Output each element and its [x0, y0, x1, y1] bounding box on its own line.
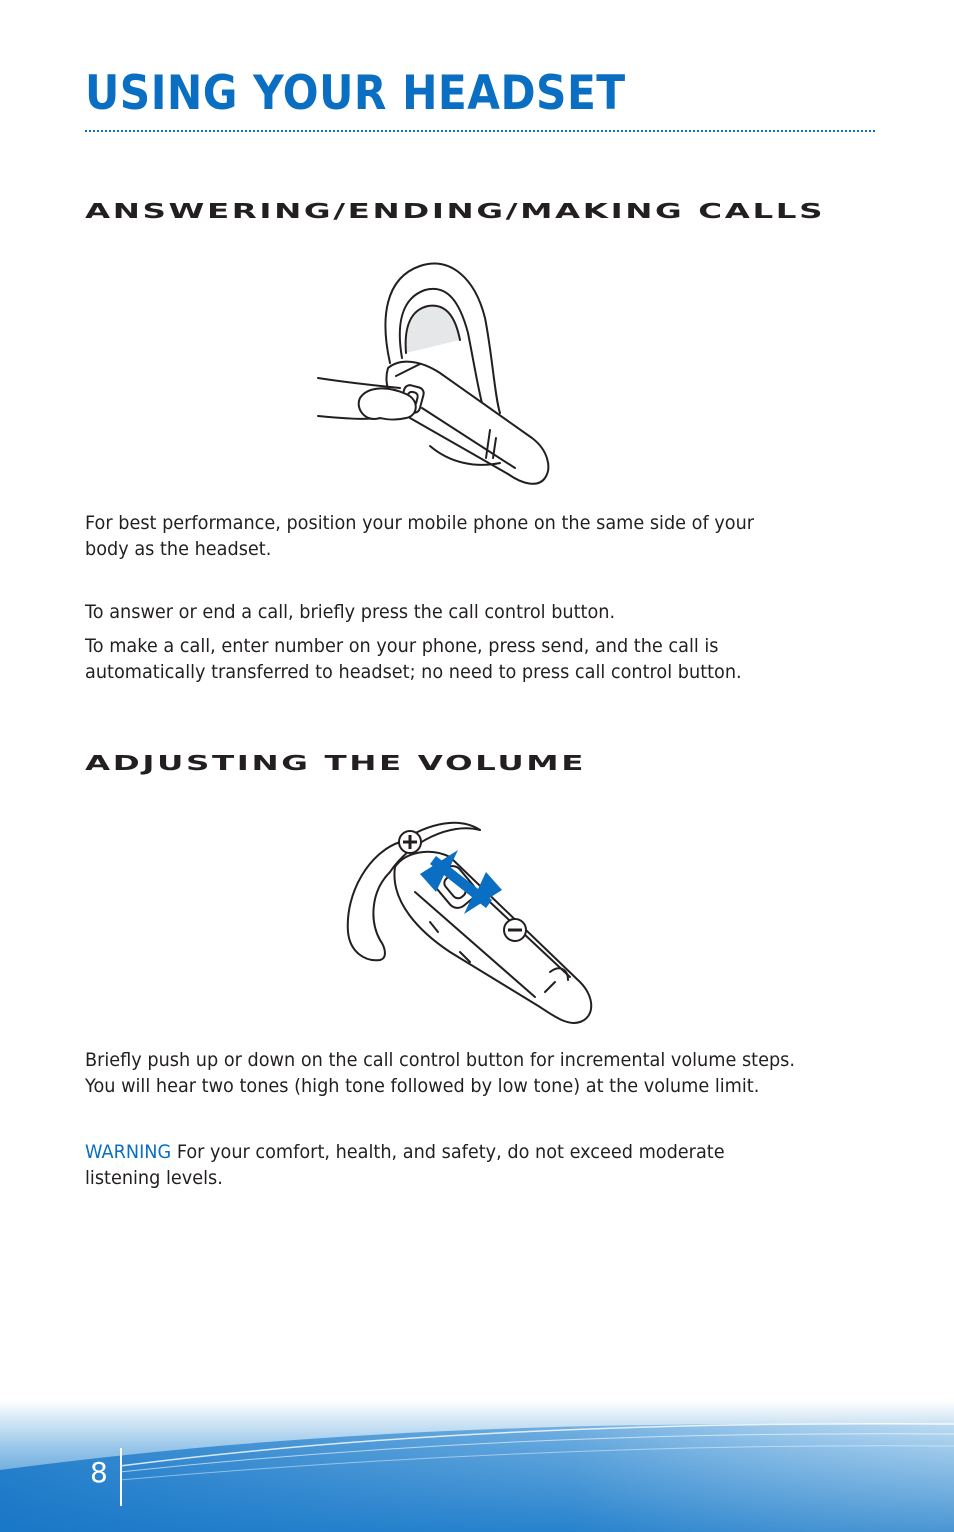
minus-icon: [504, 919, 526, 941]
warning-paragraph: [85, 1139, 736, 1191]
title-dotted-rule: [85, 130, 875, 132]
page-title: USING YOUR HEADSET: [85, 66, 626, 121]
headset-volume-illustration: [340, 812, 605, 1030]
paragraph-volume-steps: Briefly push up or down on the call control button for incremental volume steps. You will hear two tones (high tone followed by low tone) at the volume limit.: [85, 1049, 795, 1097]
footer-blue-band: [0, 1400, 954, 1532]
paragraph-make-call: To make a call, enter number on your phone, press send, and the call is automatically transferred to headset; no need to press call control button.: [85, 635, 742, 683]
page-number-divider: [120, 1448, 122, 1506]
plus-icon: [399, 831, 421, 853]
section-heading-calls: ANSWERING/ENDING/MAKING CALLS: [85, 199, 826, 223]
section-heading-volume: ADJUSTING THE VOLUME: [85, 751, 587, 775]
warning-text: For your comfort, health, and safety, do not exceed moderate listening levels.: [85, 1141, 725, 1189]
page-number: 8: [90, 1456, 108, 1489]
paragraph-answer-end: To answer or end a call, briefly press the call control button.: [85, 601, 616, 623]
paragraph-phone-position: For best performance, position your mobile phone on the same side of your body as the headset.: [85, 512, 755, 560]
warning-label: WARNING: [85, 1141, 172, 1163]
headset-press-illustration: [310, 258, 560, 490]
